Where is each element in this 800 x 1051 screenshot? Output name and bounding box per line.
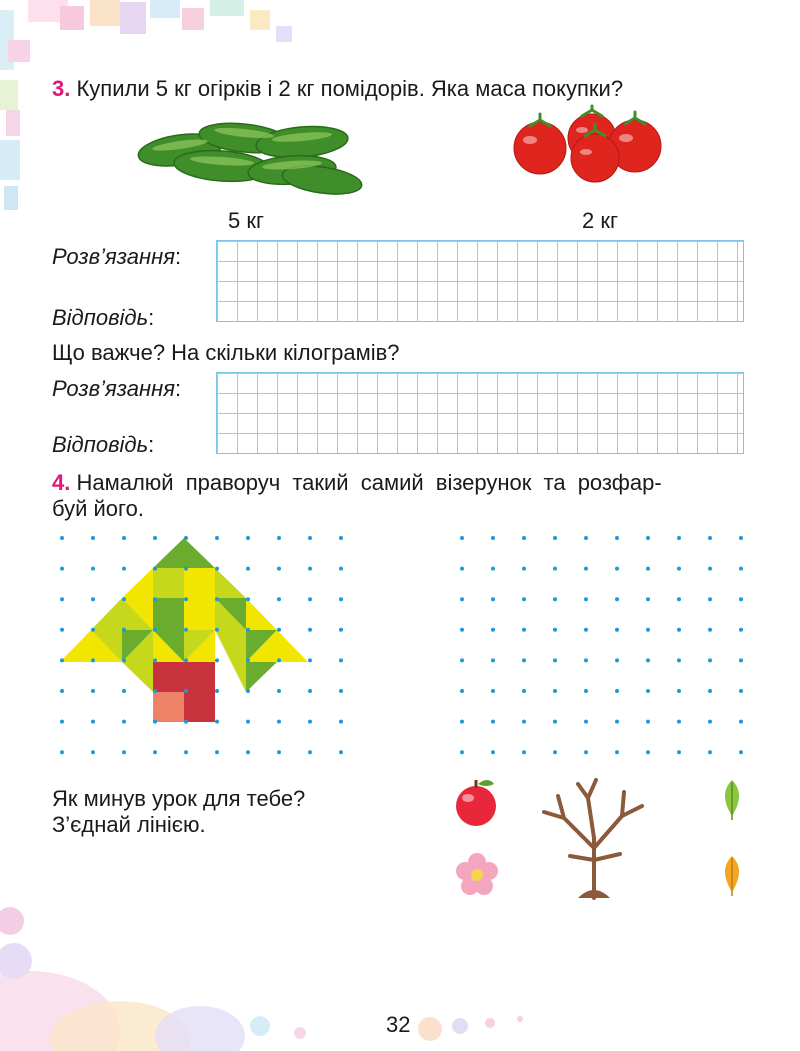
grid-dot (91, 567, 95, 571)
yellow-leaf-icon[interactable] (717, 854, 747, 898)
grid-dot (615, 597, 619, 601)
grid-dot (491, 628, 495, 632)
grid-dot (522, 567, 526, 571)
grid-dot (339, 628, 343, 632)
grid-dot (646, 658, 650, 662)
grid-dot (184, 658, 188, 662)
grid-dot (339, 720, 343, 724)
grid-dot (553, 628, 557, 632)
grid-dot (460, 597, 464, 601)
grid-dot (339, 689, 343, 693)
grid-dot (522, 536, 526, 540)
grid-dot (60, 536, 64, 540)
grid-dot (122, 597, 126, 601)
grid-dot (277, 689, 281, 693)
grid-dot (460, 720, 464, 724)
grid-dot (553, 720, 557, 724)
grid-dot (522, 597, 526, 601)
grid-dot (708, 597, 712, 601)
grid-dot (153, 720, 157, 724)
grid-dot (615, 536, 619, 540)
grid-dot (184, 628, 188, 632)
grid-dot (553, 597, 557, 601)
task-4-statement-line2: буй його. (52, 496, 144, 521)
grid-dot (246, 536, 250, 540)
grid-dot (677, 628, 681, 632)
grid-dot (184, 689, 188, 693)
grid-dot (184, 720, 188, 724)
grid-dot (677, 536, 681, 540)
grid-dot (491, 658, 495, 662)
grid-dot (308, 567, 312, 571)
grid-dot (215, 536, 219, 540)
grid-dot (739, 597, 743, 601)
grid-dot (491, 597, 495, 601)
grid-dot (491, 750, 495, 754)
grid-dot (215, 628, 219, 632)
grid-dot (615, 567, 619, 571)
grid-dot (91, 720, 95, 724)
grid-dot (522, 750, 526, 754)
answer-label-2: Відповідь: (52, 432, 155, 457)
grid-dot (153, 750, 157, 754)
grid-dot (708, 536, 712, 540)
grid-dot (460, 689, 464, 693)
grid-dot (339, 658, 343, 662)
grid-dot (615, 689, 619, 693)
grid-dot (153, 658, 157, 662)
grid-dot (708, 567, 712, 571)
grid-dot (739, 720, 743, 724)
grid-dot (739, 628, 743, 632)
flower-icon[interactable] (454, 852, 500, 898)
task-text: Купили 5 кг огірків і 2 кг помідорів. Яка маса покупки? (76, 76, 624, 101)
grid-dot (246, 750, 250, 754)
dot-grid-right (460, 536, 743, 754)
task-number: 4. (52, 470, 71, 495)
grid-dot (184, 567, 188, 571)
grid-dot (646, 720, 650, 724)
grid-dot (60, 567, 64, 571)
bare-tree-icon[interactable] (532, 770, 662, 900)
grid-dot (122, 658, 126, 662)
cucumber-weight-label: 5 кг (228, 208, 264, 233)
grid-dot (277, 628, 281, 632)
task-text-line1: Намалюй праворуч такий самий візерунок та розфар- (76, 470, 662, 495)
grid-dot (246, 720, 250, 724)
grid-dot (153, 689, 157, 693)
grid-dot (646, 567, 650, 571)
grid-dot (646, 689, 650, 693)
grid-dot (584, 597, 588, 601)
grid-dot (584, 536, 588, 540)
grid-dot (153, 597, 157, 601)
page-number: 32 (386, 1012, 411, 1037)
grid-dot (646, 750, 650, 754)
tree-pattern-sample (60, 536, 360, 766)
grid-dot (184, 750, 188, 754)
reflection-instruction: З’єднай лінією. (52, 812, 206, 837)
grid-dot (91, 689, 95, 693)
grid-dot (277, 750, 281, 754)
grid-dot (522, 720, 526, 724)
grid-dot (739, 536, 743, 540)
grid-dot (308, 689, 312, 693)
grid-dot (460, 536, 464, 540)
grid-dot (708, 750, 712, 754)
grid-dot (60, 689, 64, 693)
grid-dot (708, 628, 712, 632)
grid-dot (522, 628, 526, 632)
grid-dot (246, 567, 250, 571)
grid-dot (584, 720, 588, 724)
grid-dot (708, 720, 712, 724)
grid-dot (308, 597, 312, 601)
grid-dot (646, 597, 650, 601)
grid-dot (708, 658, 712, 662)
grid-dot (584, 658, 588, 662)
grid-dot (153, 628, 157, 632)
grid-dot (215, 597, 219, 601)
grid-dot (246, 628, 250, 632)
grid-dot (339, 536, 343, 540)
solution-label: Розв’язання: (52, 244, 182, 269)
grid-dot (553, 689, 557, 693)
grid-dot (460, 750, 464, 754)
grid-dot (339, 567, 343, 571)
solution-answer-grid[interactable] (216, 240, 744, 322)
grid-dot (615, 658, 619, 662)
grid-dot (584, 750, 588, 754)
grid-dot (122, 689, 126, 693)
grid-dot (122, 750, 126, 754)
grid-dot (60, 720, 64, 724)
green-leaf-icon[interactable] (717, 778, 747, 822)
grid-dot (708, 689, 712, 693)
solution-answer-grid-2[interactable] (216, 372, 744, 454)
grid-dot (91, 536, 95, 540)
grid-dot (553, 658, 557, 662)
grid-dot (184, 597, 188, 601)
grid-dot (277, 536, 281, 540)
grid-dot (615, 628, 619, 632)
grid-dot (553, 567, 557, 571)
tomato-weight-label: 2 кг (582, 208, 618, 233)
grid-dot (308, 750, 312, 754)
grid-dot (460, 628, 464, 632)
grid-dot (308, 628, 312, 632)
grid-dot (60, 628, 64, 632)
grid-dot (122, 628, 126, 632)
cucumbers-image (132, 108, 372, 198)
grid-dot (215, 720, 219, 724)
grid-dot (277, 658, 281, 662)
grid-dot (122, 567, 126, 571)
grid-dot (677, 750, 681, 754)
grid-dot (460, 567, 464, 571)
grid-dot (584, 689, 588, 693)
grid-dot (491, 720, 495, 724)
tree-shapes (60, 538, 308, 722)
grid-dot (491, 689, 495, 693)
grid-dot (122, 720, 126, 724)
task-3-statement (52, 76, 623, 102)
grid-dot (246, 658, 250, 662)
grid-dot (646, 536, 650, 540)
grid-dot (677, 720, 681, 724)
grid-dot (739, 750, 743, 754)
grid-dot (308, 536, 312, 540)
grid-dot (677, 567, 681, 571)
grid-dot (522, 658, 526, 662)
question-heavier: Що важче? На скільки кілограмів? (52, 340, 400, 365)
grid-dot (491, 567, 495, 571)
grid-dot (215, 750, 219, 754)
grid-dot (646, 628, 650, 632)
grid-dot (308, 658, 312, 662)
grid-dot (677, 689, 681, 693)
grid-dot (677, 597, 681, 601)
grid-dot (308, 720, 312, 724)
grid-dot (60, 750, 64, 754)
grid-dot (153, 567, 157, 571)
dot-grid-drawing-area[interactable] (460, 536, 760, 766)
task-4-statement (52, 470, 662, 496)
grid-dot (246, 597, 250, 601)
solution-label-2: Розв’язання: (52, 376, 182, 401)
task-number: 3. (52, 76, 71, 101)
grid-dot (215, 567, 219, 571)
grid-dot (60, 658, 64, 662)
grid-dot (739, 689, 743, 693)
answer-label: Відповідь: (52, 305, 155, 330)
grid-dot (215, 689, 219, 693)
grid-dot (246, 689, 250, 693)
grid-dot (91, 750, 95, 754)
tomatoes-image (500, 106, 670, 186)
grid-dot (739, 567, 743, 571)
grid-dot (277, 567, 281, 571)
grid-dot (60, 597, 64, 601)
grid-dot (460, 658, 464, 662)
grid-dot (677, 658, 681, 662)
grid-dot (91, 658, 95, 662)
grid-dot (739, 658, 743, 662)
grid-dot (584, 567, 588, 571)
grid-dot (491, 536, 495, 540)
apple-icon[interactable] (452, 778, 502, 828)
grid-dot (184, 536, 188, 540)
grid-dot (522, 689, 526, 693)
grid-dot (615, 750, 619, 754)
grid-dot (91, 597, 95, 601)
reflection-question: Як минув урок для тебе? (52, 786, 306, 811)
grid-dot (339, 597, 343, 601)
grid-dot (91, 628, 95, 632)
grid-dot (215, 658, 219, 662)
grid-dot (553, 536, 557, 540)
grid-dot (277, 597, 281, 601)
grid-dot (122, 536, 126, 540)
grid-dot (339, 750, 343, 754)
grid-dot (277, 720, 281, 724)
grid-dot (584, 628, 588, 632)
grid-dot (153, 536, 157, 540)
grid-dot (553, 750, 557, 754)
grid-dot (615, 720, 619, 724)
